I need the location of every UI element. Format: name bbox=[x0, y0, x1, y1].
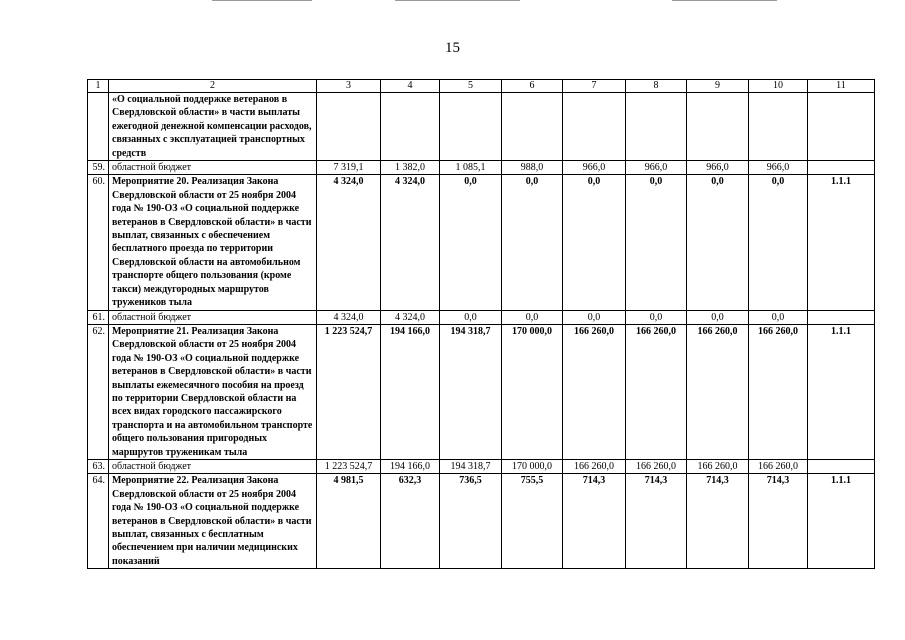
value-cell bbox=[381, 93, 440, 161]
value-cell: 166 260,0 bbox=[563, 324, 626, 459]
value-cell: 170 000,0 bbox=[502, 459, 563, 473]
value-cell: 166 260,0 bbox=[626, 459, 687, 473]
value-cell: 194 166,0 bbox=[381, 459, 440, 473]
column-header: 4 bbox=[381, 80, 440, 93]
value-cell: 714,3 bbox=[687, 474, 749, 569]
table-row bbox=[88, 310, 875, 324]
value-cell: 166 260,0 bbox=[687, 324, 749, 459]
row-number-cell: 64. bbox=[88, 474, 109, 569]
value-cell: 0,0 bbox=[626, 310, 687, 324]
row-number-cell: 60. bbox=[88, 175, 109, 310]
column-header: 5 bbox=[440, 80, 502, 93]
value-cell: 0,0 bbox=[563, 310, 626, 324]
value-cell: 166 260,0 bbox=[563, 459, 626, 473]
reference-cell bbox=[808, 93, 875, 161]
column-header: 11 bbox=[808, 80, 875, 93]
row-number-cell bbox=[88, 93, 109, 161]
value-cell bbox=[440, 93, 502, 161]
value-cell: 194 166,0 bbox=[381, 324, 440, 459]
column-header: 2 bbox=[109, 80, 317, 93]
value-cell: 4 324,0 bbox=[317, 310, 381, 324]
value-cell bbox=[317, 93, 381, 161]
value-cell: 0,0 bbox=[502, 175, 563, 310]
value-cell: 4 981,5 bbox=[317, 474, 381, 569]
value-cell: 194 318,7 bbox=[440, 459, 502, 473]
description-cell: «О социальной поддержке ветеранов в Свердловской области» в части выплаты ежегодной денежной компенсации расходов, связанных с эксплуатацией транспортных средств bbox=[109, 93, 317, 161]
value-cell: 0,0 bbox=[687, 310, 749, 324]
description-cell: Мероприятие 20. Реализация Закона Свердловской области от 25 ноября 2004 года № 190-ОЗ «О социальной поддержке ветеранов в Свердловской области» в части выплат, связанных с обеспечением бесплатного проезда по территории Свердловской области на автомобильном транспорте общего пользования (кроме такси) междугородных маршрутов тружеников тыла bbox=[109, 175, 317, 310]
value-cell: 0,0 bbox=[749, 175, 808, 310]
column-number-row bbox=[88, 80, 875, 93]
value-cell: 1 085,1 bbox=[440, 161, 502, 175]
value-cell: 0,0 bbox=[563, 175, 626, 310]
row-number-cell: 61. bbox=[88, 310, 109, 324]
value-cell: 0,0 bbox=[440, 310, 502, 324]
table-row bbox=[88, 175, 875, 310]
reference-cell bbox=[808, 310, 875, 324]
value-cell bbox=[687, 93, 749, 161]
value-cell: 7 319,1 bbox=[317, 161, 381, 175]
value-cell bbox=[626, 93, 687, 161]
reference-cell: 1.1.1 bbox=[808, 324, 875, 459]
table-row bbox=[88, 474, 875, 569]
value-cell: 966,0 bbox=[563, 161, 626, 175]
page-number: 15 bbox=[445, 40, 460, 56]
column-header: 1 bbox=[88, 80, 109, 93]
value-cell bbox=[502, 93, 563, 161]
value-cell: 1 223 524,7 bbox=[317, 324, 381, 459]
value-cell: 714,3 bbox=[749, 474, 808, 569]
value-cell: 736,5 bbox=[440, 474, 502, 569]
row-number-cell: 62. bbox=[88, 324, 109, 459]
table-row bbox=[88, 324, 875, 459]
value-cell: 166 260,0 bbox=[749, 459, 808, 473]
column-header: 10 bbox=[749, 80, 808, 93]
budget-table bbox=[87, 79, 875, 569]
value-cell: 4 324,0 bbox=[381, 175, 440, 310]
value-cell bbox=[563, 93, 626, 161]
value-cell: 0,0 bbox=[749, 310, 808, 324]
value-cell: 1 223 524,7 bbox=[317, 459, 381, 473]
value-cell: 0,0 bbox=[626, 175, 687, 310]
description-cell: областной бюджет bbox=[109, 310, 317, 324]
description-cell: областной бюджет bbox=[109, 459, 317, 473]
value-cell: 0,0 bbox=[440, 175, 502, 310]
reference-cell: 1.1.1 bbox=[808, 175, 875, 310]
value-cell: 966,0 bbox=[626, 161, 687, 175]
column-header: 8 bbox=[626, 80, 687, 93]
value-cell: 632,3 bbox=[381, 474, 440, 569]
reference-cell bbox=[808, 459, 875, 473]
column-header: 3 bbox=[317, 80, 381, 93]
top-rule-middle bbox=[395, 0, 520, 1]
value-cell bbox=[749, 93, 808, 161]
value-cell: 714,3 bbox=[626, 474, 687, 569]
description-cell: Мероприятие 21. Реализация Закона Свердловской области от 25 ноября 2004 года № 190-ОЗ «О социальной поддержке ветеранов в Свердловской области» в части выплаты ежемесячного пособия на проезд по территории Свердловской области на всех видах городского пассажирского транспорта и на автомобильном транспорте общего пользования пригородных маршрутов труженикам тыла bbox=[109, 324, 317, 459]
reference-cell: 1.1.1 bbox=[808, 474, 875, 569]
value-cell: 170 000,0 bbox=[502, 324, 563, 459]
column-header: 6 bbox=[502, 80, 563, 93]
column-header: 9 bbox=[687, 80, 749, 93]
value-cell: 755,5 bbox=[502, 474, 563, 569]
table-row bbox=[88, 459, 875, 473]
value-cell: 4 324,0 bbox=[317, 175, 381, 310]
value-cell: 166 260,0 bbox=[749, 324, 808, 459]
value-cell: 988,0 bbox=[502, 161, 563, 175]
reference-cell bbox=[808, 161, 875, 175]
column-header: 7 bbox=[563, 80, 626, 93]
top-rule-right bbox=[672, 0, 777, 1]
table-row bbox=[88, 161, 875, 175]
description-cell: областной бюджет bbox=[109, 161, 317, 175]
top-rule-left bbox=[212, 0, 312, 1]
value-cell: 0,0 bbox=[502, 310, 563, 324]
value-cell: 0,0 bbox=[687, 175, 749, 310]
value-cell: 166 260,0 bbox=[626, 324, 687, 459]
value-cell: 966,0 bbox=[749, 161, 808, 175]
value-cell: 4 324,0 bbox=[381, 310, 440, 324]
value-cell: 194 318,7 bbox=[440, 324, 502, 459]
value-cell: 166 260,0 bbox=[687, 459, 749, 473]
row-number-cell: 59. bbox=[88, 161, 109, 175]
description-cell: Мероприятие 22. Реализация Закона Свердловской области от 25 ноября 2004 года № 190-ОЗ «О социальной поддержке ветеранов в Свердловской области» в части выплат, связанных с бесплатным обеспечением при наличии медицинских показаний bbox=[109, 474, 317, 569]
value-cell: 714,3 bbox=[563, 474, 626, 569]
value-cell: 966,0 bbox=[687, 161, 749, 175]
row-number-cell: 63. bbox=[88, 459, 109, 473]
value-cell: 1 382,0 bbox=[381, 161, 440, 175]
table-row bbox=[88, 93, 875, 161]
